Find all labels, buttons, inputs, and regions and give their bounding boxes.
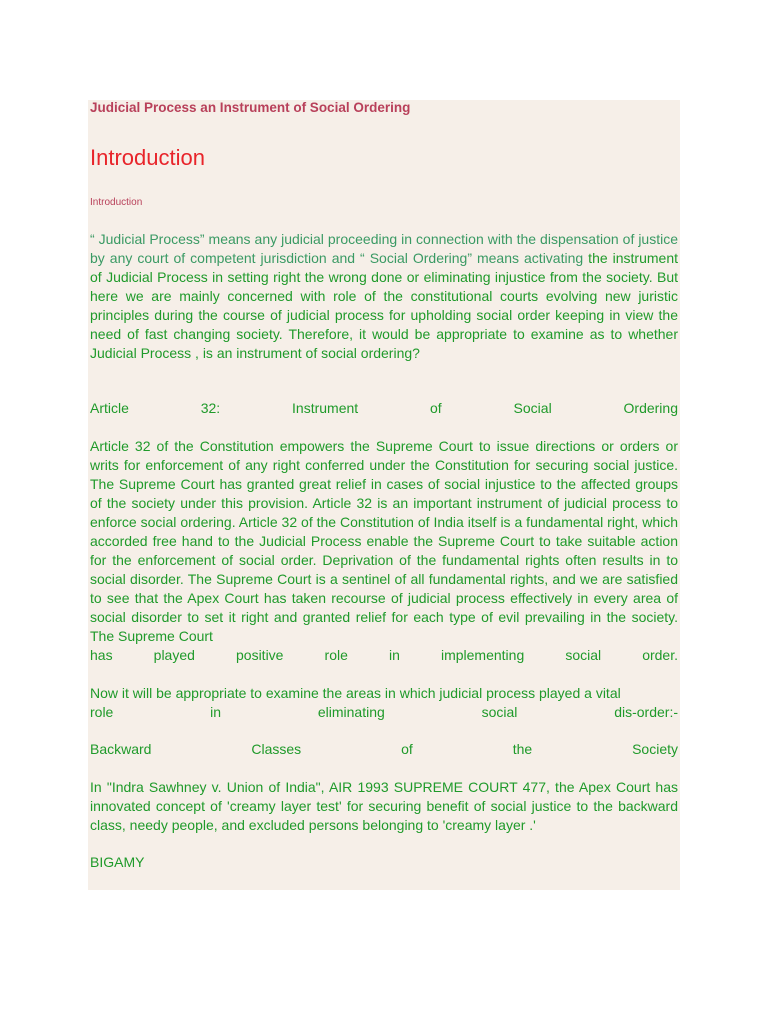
introduction-heading: Introduction <box>90 145 205 170</box>
paragraph-article-32 <box>90 437 678 665</box>
document-title: Judicial Process an Instrument of Social Ordering <box>90 100 411 115</box>
paragraph-definition-rest: the instrument of Judicial Process in setting right the wrong done or eliminating injustice from the society. But here we are mainly concerned with role of the constitutional courts evolving new juristic principles during the course of judicial process for upholding social order keeping in view the need of fast changing society. Therefore, it would be appropriate to examine as to whether Judicial Process , is an instrument of social ordering? <box>90 250 678 361</box>
paragraph-areas <box>90 684 678 722</box>
document-page <box>88 100 680 890</box>
paragraph-definition <box>90 230 678 363</box>
section-heading-backward-classes: Backward Classes of the Society <box>90 741 678 757</box>
paragraph-areas-last-line: role in eliminating social dis-order:- <box>90 704 678 720</box>
paragraph-indra-sawhney: In "Indra Sawhney v. Union of India", AIR 1993 SUPREME COURT 477, the Apex Court has innovated concept of 'creamy layer test' for securing benefit of social justice to the backward class, needy people, and excluded persons belonging to 'creamy layer .' <box>90 779 678 833</box>
paragraph-definition-lead: “ Judicial Process” means any judicial proceeding in connection with the dispensation of justice by any court of competent jurisdiction and “ Social Ordering” means activating <box>90 231 678 266</box>
section-heading-article-32: Article 32: Instrument of Social Ordering <box>90 400 678 416</box>
paragraph-article-32-last-line: has played positive role in implementing social order. <box>90 647 678 663</box>
introduction-subheading: Introduction <box>90 197 143 208</box>
section-heading-bigamy: BIGAMY <box>90 854 145 870</box>
paragraph-article-32-body: Article 32 of the Constitution empowers the Supreme Court to issue directions or orders or writs for enforcement of any right conferred under the Constitution for securing social justice. The Supreme Court has granted great relief in cases of social injustice to the affected groups of the society under this provision. Article 32 is an important instrument of judicial process to enforce social ordering. Article 32 of the Constitution of India itself is a fundamental right, which accorded free hand to the Judicial Process enable the Supreme Court to take suitable action for the enforcement of social order. Deprivation of the fundamental rights often results in to social disorder. The Supreme Court is a sentinel of all fundamental rights, and we are satisfied to see that the Apex Court has taken recourse of judicial process effectively in every area of social disorder to set it right and granted relief for each type of evil prevailing in the society. The Supreme Court <box>90 438 678 644</box>
paragraph-areas-body: Now it will be appropriate to examine the areas in which judicial process played a vital <box>90 685 621 701</box>
